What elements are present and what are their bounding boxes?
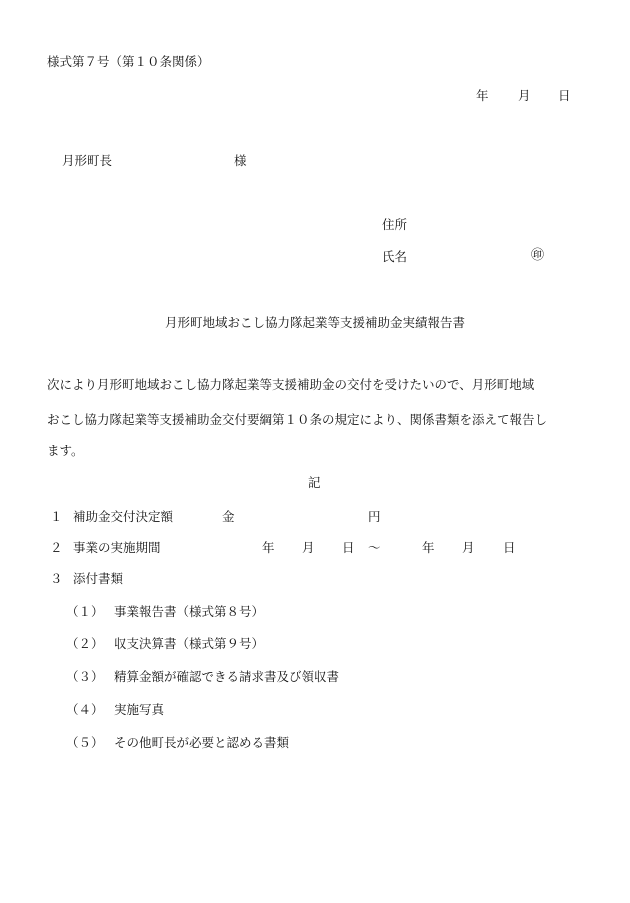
applicant-address-label: 住所	[382, 217, 408, 232]
addressee-name: 月形町長	[62, 153, 113, 168]
period-end-day: 日	[503, 540, 516, 555]
attachment-item: 事業報告書（様式第８号）	[114, 604, 265, 619]
date-day-label: 日	[558, 88, 571, 103]
attachment-number: （１）	[66, 604, 104, 619]
item-number: １	[50, 509, 63, 524]
attachment-item: 収支決算書（様式第９号）	[114, 636, 265, 651]
attachment-item: 実施写真	[114, 702, 165, 717]
attachment-number: （２）	[66, 636, 104, 651]
attachment-number: （４）	[66, 702, 104, 717]
attachments-label: 添付書類	[73, 571, 124, 586]
date-month-label: 月	[518, 88, 531, 103]
document-title: 月形町地域おこし協力隊起業等支援補助金実績報告書	[164, 315, 465, 330]
addressee-honorific: 様	[234, 153, 247, 168]
period-end-year: 年	[422, 540, 435, 555]
subsidy-amount-label: 補助金交付決定額	[73, 509, 174, 524]
date-year-label: 年	[476, 88, 489, 103]
amount-prefix: 金	[222, 509, 235, 524]
body-text-line: おこし協力隊起業等支援補助金交付要綱第１０条の規定により、関係書類を添えて報告し	[47, 412, 548, 427]
attachment-number: （５）	[66, 735, 104, 750]
applicant-name-label: 氏名	[382, 249, 408, 264]
period-start-day: 日	[342, 540, 355, 555]
body-text-line: 次により月形町地域おこし協力隊起業等支援補助金の交付を受けたいので、月形町地域	[47, 377, 535, 392]
attachment-item: 精算金額が確認できる請求書及び領収書	[114, 669, 340, 684]
period-separator: ～	[368, 540, 381, 555]
form-number: 様式第７号（第１０条関係）	[47, 54, 210, 69]
attachment-number: （３）	[66, 669, 104, 684]
ki-heading: 記	[308, 475, 321, 490]
period-start-month: 月	[302, 540, 315, 555]
attachment-item: その他町長が必要と認める書類	[114, 735, 290, 750]
body-text-line: ます。	[47, 443, 84, 458]
period-end-month: 月	[462, 540, 475, 555]
amount-unit: 円	[368, 509, 381, 524]
period-start-year: 年	[262, 540, 275, 555]
seal-mark-icon: ㊞	[531, 248, 545, 263]
period-label: 事業の実施期間	[73, 540, 161, 555]
item-number: ３	[50, 571, 63, 586]
item-number: ２	[50, 540, 63, 555]
